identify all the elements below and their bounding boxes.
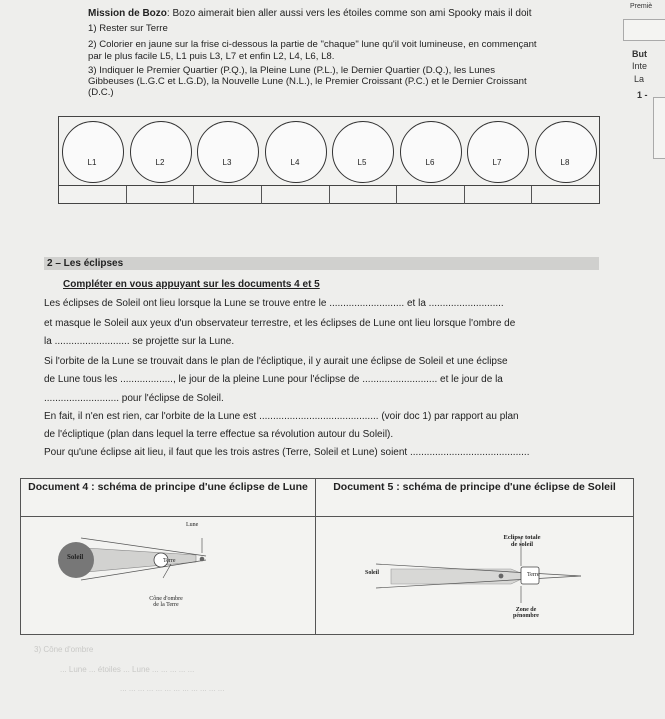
moon-label: L5 [357,158,367,167]
blank-6[interactable]: ........................... [44,393,120,404]
moon-circle-l4[interactable] [265,121,327,183]
blank-8[interactable]: ........................................... [410,447,530,458]
moon-label: L6 [425,158,435,167]
right-margin-top: Premiè [630,3,653,10]
moon-circle-l3[interactable] [197,121,259,183]
step-1: 1) Rester sur Terre [88,23,168,34]
frise-cell[interactable] [397,186,465,204]
moon-circle-l8[interactable] [535,121,597,183]
fill-line-3: la ........................... se projette sur la Lune. [44,336,235,347]
blank-2[interactable]: ........................... [428,298,504,309]
moon-circle-l5[interactable] [332,121,394,183]
fill-line-8: de l'écliptique (plan dans lequel la terre effectue sa révolution autour du Soleil). [44,429,394,440]
doc5-title: Document 5 : schéma de principe d'une éclipse de Soleil [316,479,633,517]
doc4-penumbra-shape [86,548,196,572]
frise-answer-cells [59,185,599,204]
fill-line-7: En fait, il n'en est rien, car l'orbite de la Lune est ........................................... (voir doc 1) par rapport au plan [44,411,519,422]
frise-cell[interactable] [465,186,533,204]
doc5-terre-label: Terre [527,572,540,578]
doc4-lunar-eclipse-diagram [21,518,315,634]
right-margin-but: But [632,49,647,59]
right-margin-box-2 [653,97,665,159]
moon-circle-l2[interactable] [130,121,192,183]
documents-box [20,478,634,635]
blank-1[interactable]: ........................... [329,298,405,309]
doc5-shadow-shape [391,569,528,584]
fill-line-9: Pour qu'une éclipse ait lieu, il faut que les trois astres (Terre, Soleil et Lune) soient ........................................... [44,447,530,458]
doc4-cone-label: Cône d'ombre de la Terre [149,596,183,608]
frise-cell[interactable] [262,186,330,204]
moon-label: L7 [492,158,502,167]
mission-label: Mission de Bozo [88,8,167,19]
moon-label: L4 [290,158,300,167]
fill-line-2: et masque le Soleil aux yeux d'un observateur terrestre, et les éclipses de Lune ont lieu lorsque l'ombre de [44,318,516,329]
moon-circle-l6[interactable] [400,121,462,183]
frise-cell[interactable] [59,186,127,204]
bleed-text-2: ... Lune ... étoiles ... Lune ... ... ... ... ... [60,665,195,674]
right-margin-inte: Inte [632,61,648,71]
fill-line-4: Si l'orbite de la Lune se trouvait dans le plan de l'écliptique, il y aurait une éclipse de Soleil et une éclipse [44,356,508,367]
doc5-soleil-label: Soleil [365,570,380,576]
fill-line-6: ........................... pour l'éclipse de Soleil. [44,393,224,404]
doc5-eclipse-label: Eclipse totale de soleil [503,534,541,548]
doc4-terre-label: Terre [163,558,176,564]
right-margin-la: La [634,74,645,84]
frise-cell[interactable] [194,186,262,204]
blank-4[interactable]: ................... [120,374,173,385]
moon-circle-l7[interactable] [467,121,529,183]
moon-label: L1 [87,158,97,167]
blank-7[interactable]: ........................................... [259,411,379,422]
mission-text [88,8,558,20]
step-2b: par le plus facile L5, L1 puis L3, L7 et enfin L2, L4, L6, L8. [88,51,335,62]
step-3a: 3) Indiquer le Premier Quartier (P.Q.), la Pleine Lune (P.L.), le Dernier Quartier (D.Q.), les Lunes [88,65,496,76]
doc4-title: Document 4 : schéma de principe d'une éclipse de Lune [21,479,315,517]
moon-circle-l1[interactable] [62,121,124,183]
doc4-moon-disc [200,557,205,562]
right-margin-box [623,19,665,41]
moon-label: L2 [155,158,165,167]
bleed-text-1: 3) Cône d'ombre [34,645,94,654]
blank-3[interactable]: ........................... [54,336,130,347]
frise-cell[interactable] [532,186,599,204]
doc5-moon-disc [499,574,504,579]
mission-body: : Bozo aimerait bien aller aussi vers les étoiles comme son ami Spooky mais il doit [166,8,532,19]
doc4-lune-label: Lune [186,522,199,528]
step-2a: 2) Colorier en jaune sur la frise ci-dessous la partie de "chaque" lune qu'il voit lumineuse, en commençant [88,39,537,50]
doc4-soleil-label: Soleil [67,553,84,561]
section-2-title: 2 – Les éclipses [44,257,599,270]
frise-cell[interactable] [330,186,398,204]
right-margin-one: 1 - [637,90,648,100]
step-3c: (D.C.) [88,87,114,98]
moon-label: L8 [560,158,570,167]
fill-line-5: de Lune tous les ..................., le jour de la pleine Lune pour l'éclipse de ........................... et le jour de la [44,374,503,385]
blank-5[interactable]: ........................... [362,374,438,385]
moon-label: L3 [222,158,232,167]
moon-frise [58,116,600,204]
fill-line-1: Les éclipses de Soleil ont lieu lorsque la Lune se trouve entre le ........................... et la ........................... [44,298,504,309]
bleed-text-3: ... ... ... ... ... ... ... ... ... ... ... ... [120,684,225,693]
frise-cell[interactable] [127,186,195,204]
doc5-solar-eclipse-diagram [316,518,633,634]
step-3b: Gibbeuses (L.G.C et L.G.D), la Nouvelle Lune (N.L.), le Premier Croissant (P.C.) et le Dernier Croissant [88,76,527,87]
doc5-zone-label: Zone de pénombre [513,607,539,619]
section-2-instruction: Compléter en vous appuyant sur les documents 4 et 5 [63,279,320,290]
